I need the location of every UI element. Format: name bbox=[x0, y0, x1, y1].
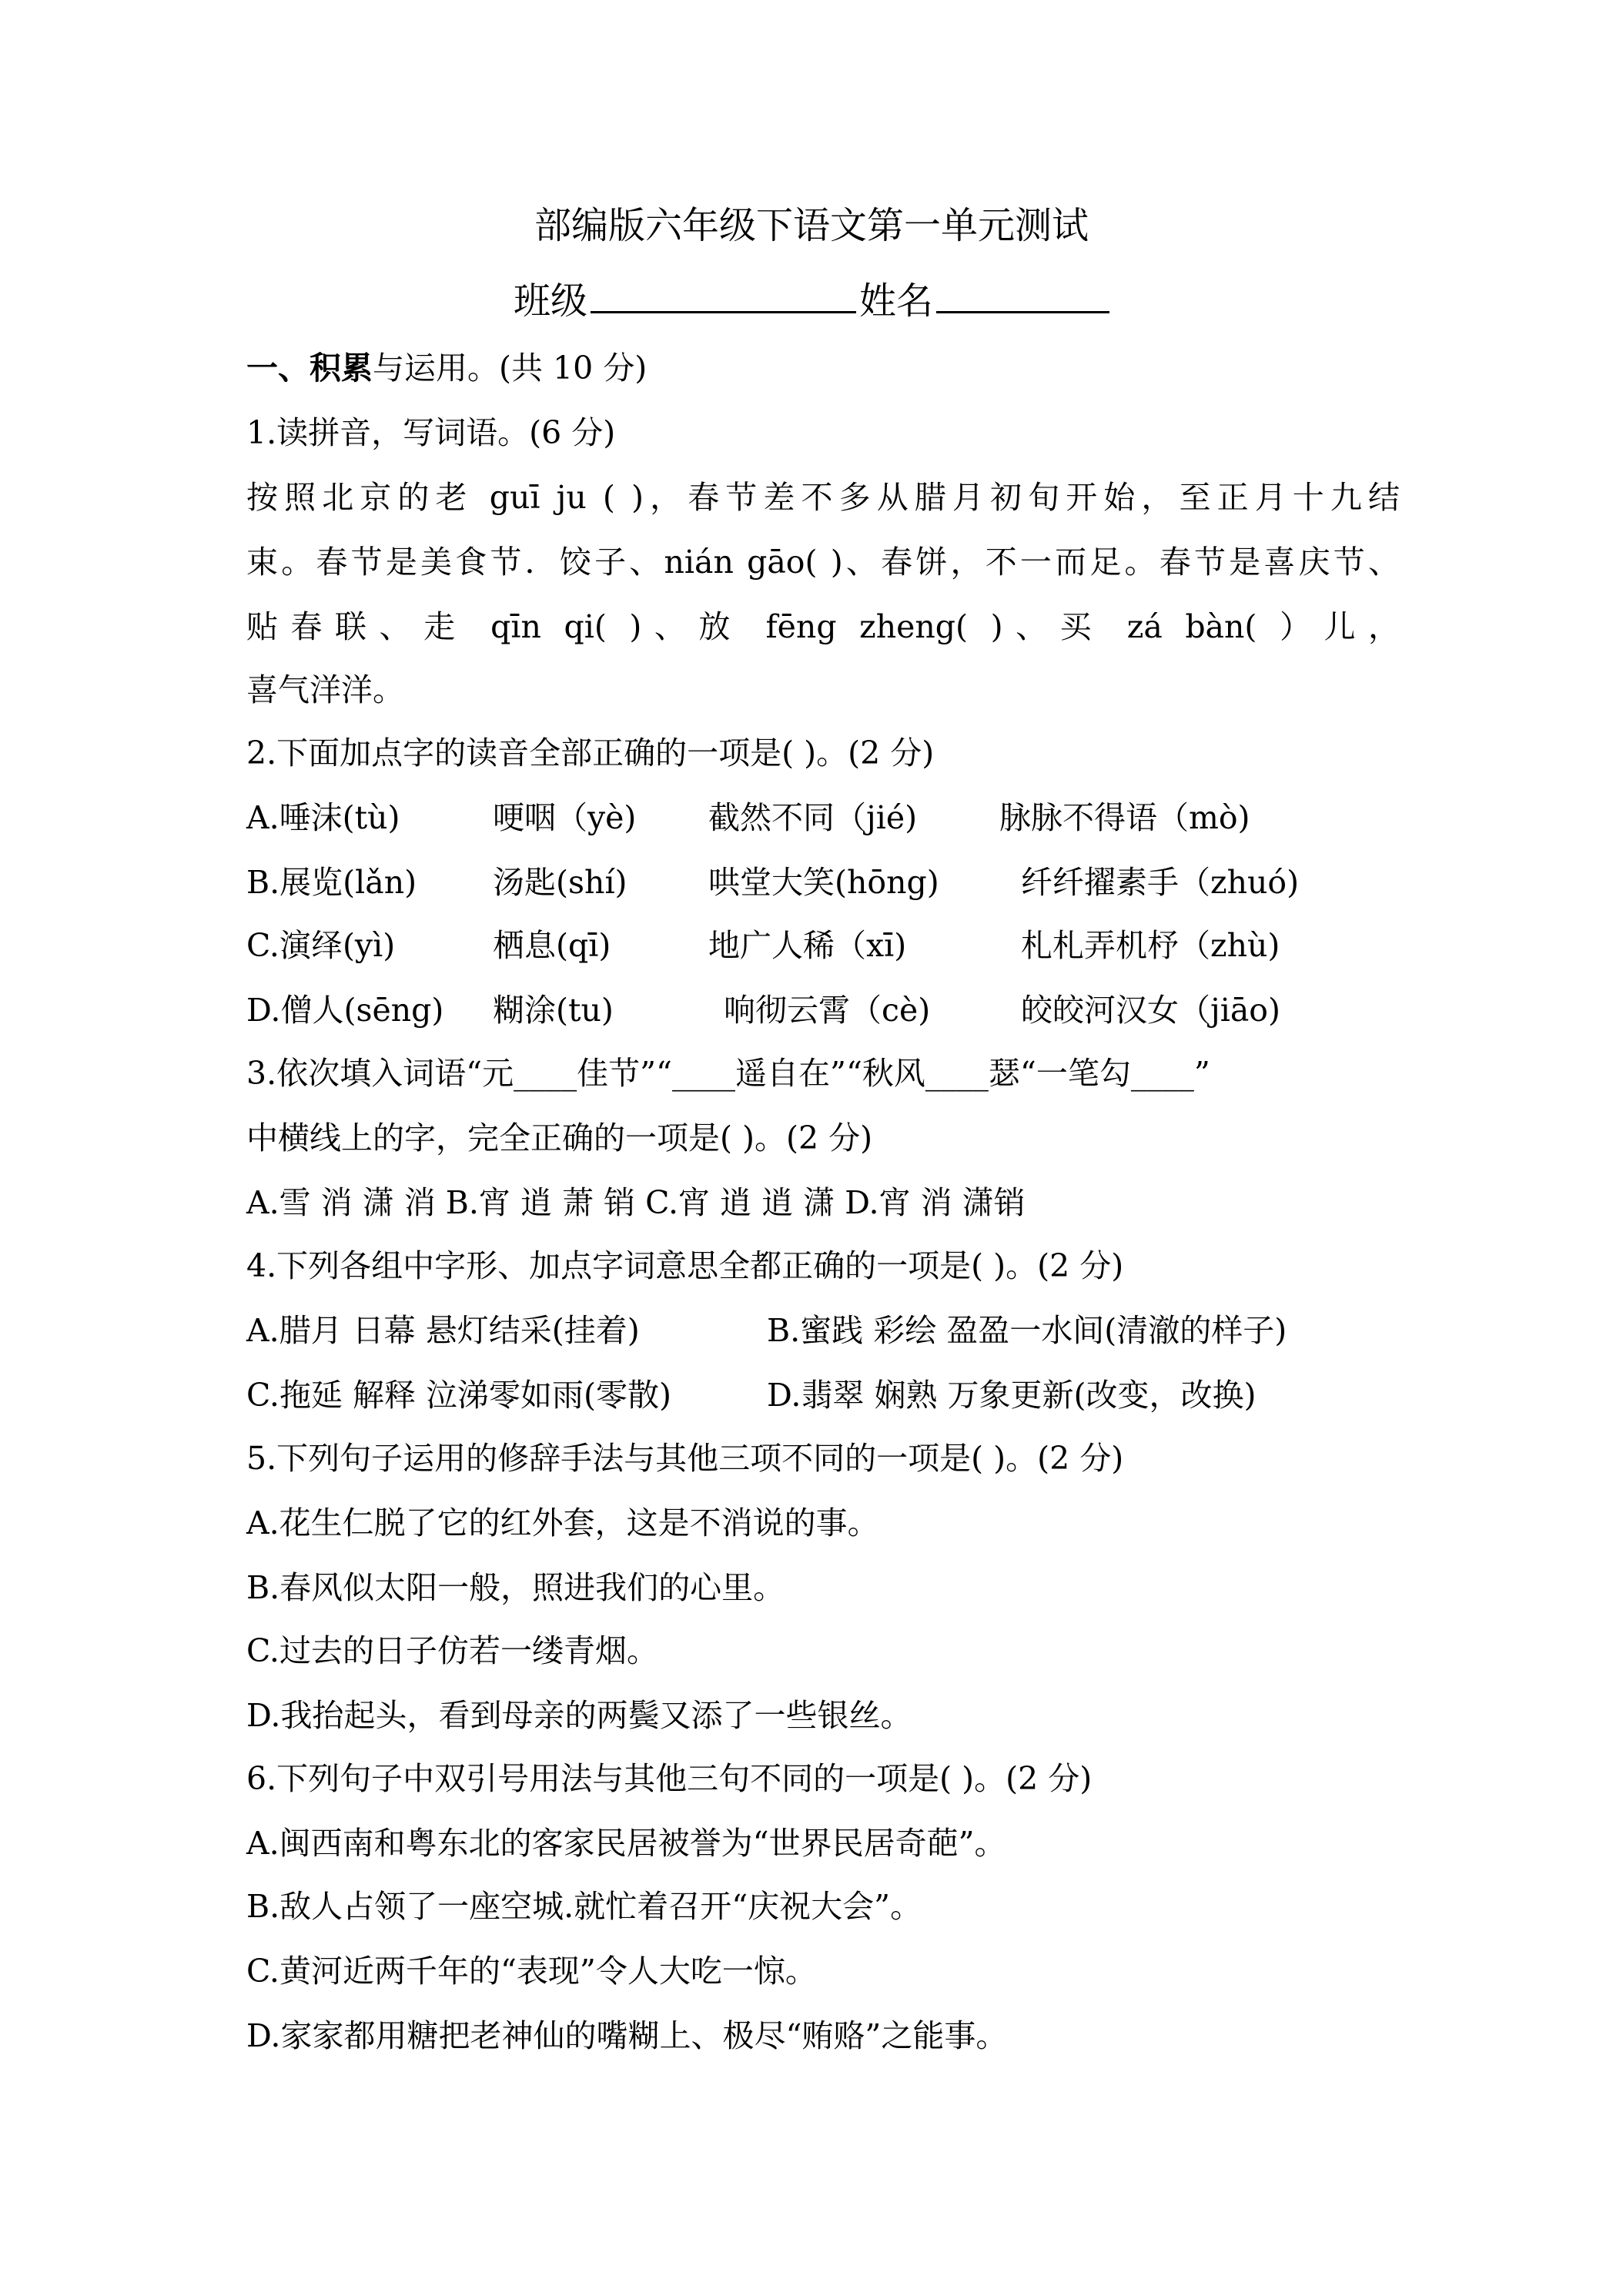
q6-option: B.敌人占领了一座空城.就忙着召开“庆祝大会”。 bbox=[246, 1888, 922, 1925]
q2-word: 汤匙(shí) bbox=[493, 864, 627, 901]
q2-word: 脉脉不得语（mò) bbox=[999, 799, 1250, 836]
name-label: 姓名 bbox=[859, 279, 934, 323]
q3-options: A.雪 消 潇 消 B.宵 逍 萧 销 C.宵 逍 逍 潇 D.宵 消 潇销 bbox=[246, 1184, 1026, 1221]
q2-word: 哄堂大笑(hōng) bbox=[708, 864, 939, 901]
q4-option: C.拖延 解释 泣涕零如雨(零散) bbox=[246, 1377, 671, 1414]
q5-option: C.过去的日子仿若一缕青烟。 bbox=[246, 1632, 658, 1669]
section-heading bbox=[246, 345, 1400, 391]
q1-line: 喜气洋洋。 bbox=[246, 671, 404, 708]
q2-word: C.演绎(yì) bbox=[246, 927, 396, 964]
q2-word: 糊涂(tu) bbox=[493, 992, 614, 1029]
q4-option: D.翡翠 娴熟 万象更新(改变，改换) bbox=[767, 1377, 1257, 1414]
q2-word: B.展览(lǎn) bbox=[246, 864, 417, 901]
section-heading-bold: 一、积累 bbox=[246, 350, 373, 387]
q2-word: 响彻云霄（cè) bbox=[724, 992, 931, 1029]
q2-word: 纤纤擢素手（zhuó) bbox=[1021, 864, 1300, 901]
class-name-line bbox=[0, 271, 1623, 328]
q1-stem: 1.读拼音，写词语。(6 分) bbox=[246, 414, 616, 451]
q5-stem: 5.下列句子运用的修辞手法与其他三项不同的一项是( )。(2 分) bbox=[246, 1440, 1124, 1477]
q1-line: 束。春节是美食节．饺子、nián gāo( )、春饼，不一而足。春节是喜庆节、 bbox=[246, 544, 1400, 581]
q2-word: 哽咽（yè) bbox=[493, 799, 637, 836]
name-blank[interactable] bbox=[936, 271, 1109, 313]
q4-option: A.腊月 日幕 悬灯结采(挂着) bbox=[246, 1312, 640, 1349]
q4-stem: 4.下列各组中字形、加点字词意思全都正确的一项是( )。(2 分) bbox=[246, 1247, 1124, 1284]
q6-option: C.黄河近两千年的“表现”令人大吃一惊。 bbox=[246, 1953, 817, 1990]
section-heading-rest: 与运用。(共 10 分) bbox=[373, 350, 648, 387]
q5-option: A.花生仁脱了它的红外套，这是不消说的事。 bbox=[246, 1504, 879, 1541]
q3-stem: 中横线上的字，完全正确的一项是( )。(2 分) bbox=[246, 1120, 873, 1156]
q2-word: 栖息(qī) bbox=[493, 927, 611, 964]
q2-word: 地广人稀（xī) bbox=[708, 927, 907, 964]
q1-line: 贴春联、走 qīn qi( )、放 fēng zheng( )、买 zá bàn( ）儿， bbox=[246, 608, 1400, 645]
q4-option: B.蜜践 彩绘 盈盈一水间(清澈的样子) bbox=[767, 1312, 1287, 1349]
q2-word: 札札弄机杼（zhù) bbox=[1021, 927, 1280, 964]
q2-word: A.唾沫(tù) bbox=[246, 799, 400, 836]
q6-option: D.家家都用糖把老神仙的嘴糊上、极尽“贿赂”之能事。 bbox=[246, 2017, 1008, 2054]
q2-word: D.僧人(sēng) bbox=[246, 992, 444, 1029]
q6-stem: 6.下列句子中双引号用法与其他三句不同的一项是( )。(2 分) bbox=[246, 1760, 1093, 1797]
q2-stem: 2.下面加点字的读音全部正确的一项是( )。(2 分) bbox=[246, 735, 935, 771]
page-title: 部编版六年级下语文第一单元测试 bbox=[534, 204, 1089, 247]
q2-word: 皎皎河汉女（jiāo) bbox=[1021, 992, 1280, 1029]
q5-option: B.春风似太阳一般，照进我们的心里。 bbox=[246, 1569, 785, 1606]
q6-option: A.闽西南和粤东北的客家民居被誉为“世界民居奇葩”。 bbox=[246, 1825, 1006, 1862]
q1-line: 按照北京的老 guī ju ( )，春节差不多从腊月初旬开始，至正月十九结 bbox=[246, 479, 1400, 516]
q2-word: 截然不同（jié) bbox=[708, 799, 918, 836]
q5-option: D.我抬起头，看到母亲的两鬓又添了一些银丝。 bbox=[246, 1697, 912, 1734]
class-blank[interactable] bbox=[591, 271, 856, 313]
q3-stem: 3.依次填入词语“元____佳节”“____遥自在”“秋风____瑟“一笔勾____” bbox=[246, 1055, 1210, 1092]
class-label: 班级 bbox=[513, 279, 587, 323]
